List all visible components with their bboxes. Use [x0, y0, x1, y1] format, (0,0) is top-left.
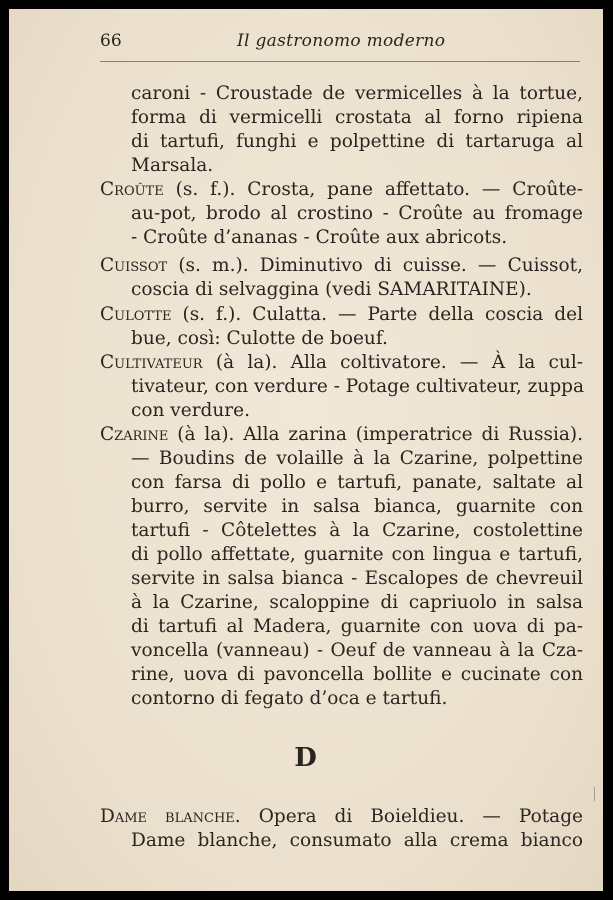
text-line: tartufi - Côtelettes à la Czarine, costolettine — [131, 520, 583, 541]
text-line: con farsa di pollo e tartufi, panate, saltate al — [131, 472, 583, 493]
text-line: - Croûte d’ananas - Croûte aux abricots. — [131, 227, 508, 248]
text-line: à la Czarine, scaloppine di capriuolo in salsa — [131, 592, 583, 613]
entry-term: Czarine — [100, 424, 169, 445]
text-line: bue, così: Culotte de boeuf. — [131, 328, 388, 349]
text-line: — Boudins de volaille à la Czarine, polpettine — [131, 448, 583, 469]
entry-czarine: Czarine (à la). Alla zarina (imperatrice di Russia). — [100, 424, 583, 445]
entry-term: Culotte — [100, 304, 172, 325]
text-line: contorno di fegato d’oca e tartufi. — [131, 688, 448, 709]
entry-term: Cuissot — [100, 255, 168, 276]
text-line: tivateur, con verdure - Potage cultivateur, zuppa — [131, 376, 585, 397]
edge-mark — [594, 787, 595, 801]
header-rule — [100, 61, 580, 62]
text-line: di tartufi al Madera, guarnite con uova di pa- — [131, 616, 583, 637]
text-line: Dame blanche, consumato alla crema bianco — [131, 830, 583, 851]
running-title: Il gastronomo moderno — [237, 31, 446, 51]
text-line: di tartufi, funghi e polpettine di tartaruga al — [131, 131, 583, 152]
text-line: con verdure. — [131, 400, 250, 421]
text-line: forma di vermicelli crostata al forno ripiena — [131, 107, 583, 128]
entry-culotte: Culotte (s. f.). Culatta. — Parte della coscia del — [100, 304, 583, 325]
page-number: 66 — [100, 31, 122, 51]
entry-term: Dame blanche — [100, 806, 235, 827]
text-line: caroni - Croustade de vermicelles à la tortue, — [131, 83, 583, 104]
entry-cultivateur: Cultivateur (à la). Alla coltivatore. — À la cul- — [100, 352, 583, 373]
text-line: coscia di selvaggina (vedi SAMARITAINE). — [131, 279, 532, 300]
text-line: voncella (vanneau) - Oeuf de vanneau à la Cza- — [131, 640, 583, 661]
text-line: servite in salsa bianca - Escalopes de chevreuil — [131, 568, 583, 589]
section-letter: D — [294, 743, 318, 773]
page-header — [100, 23, 580, 53]
entry-croute: Croûte (s. f.). Crosta, pane affettato. — Croûte- — [100, 179, 583, 200]
book-page — [9, 9, 603, 891]
text-line: rine, uova di pavoncella bollite e cucinate con — [131, 664, 583, 685]
entry-cuissot: Cuissot (s. m.). Diminutivo di cuisse. — Cuissot, — [100, 255, 583, 276]
entry-dame-blanche: Dame blanche. Opera di Boieldieu. — Potage — [100, 806, 584, 827]
text-line: Marsala. — [131, 155, 214, 176]
text-line: di pollo affettate, guarnite con lingua e tartufi, — [131, 544, 583, 565]
text-line: au-pot, brodo al crostino - Croûte au fromage — [131, 203, 583, 224]
text-line: burro, servite in salsa bianca, guarnite con — [131, 496, 583, 517]
entry-term: Croûte — [100, 179, 164, 200]
entry-term: Cultivateur — [100, 352, 203, 373]
